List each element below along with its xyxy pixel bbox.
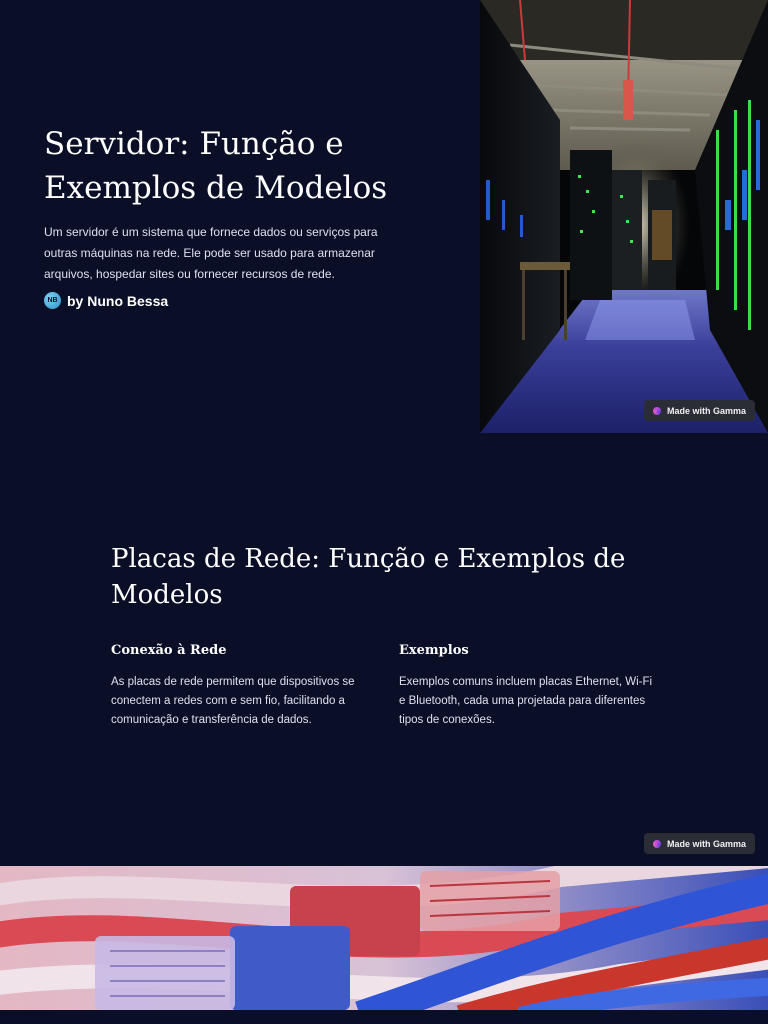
column-conexao [111,641,373,730]
gamma-logo-icon [653,407,661,415]
badge-label: Made with Gamma [667,405,747,416]
author-avatar: NB [44,292,61,309]
made-with-gamma-badge[interactable] [644,400,755,421]
column-heading: Conexão à Rede [111,643,227,658]
author-name: by Nuno Bessa [67,292,169,309]
slide-title: Servidor: Função e Exemplos de Modelos [44,126,388,206]
made-with-gamma-badge[interactable] [644,833,755,854]
gamma-logo-icon [653,840,661,848]
column-heading: Exemplos [399,643,469,658]
column-exemplos [399,641,661,730]
author-byline[interactable] [44,292,168,309]
slide-title: Placas de Rede: Função e Exemplos de Modelos [111,544,626,610]
slide-servidor [0,0,768,433]
network-cables-photo [0,866,768,1010]
badge-label: Made with Gamma [667,838,747,849]
server-room-photo [480,0,768,433]
column-text: Exemplos comuns incluem placas Ethernet, Wi-Fi e Bluetooth, cada uma projetada para diferentes tipos de conexões. [399,676,653,726]
column-text: As placas de rede permitem que dispositivos se conectem a redes com e sem fio, facilitando a comunicação e transferência de dados. [111,676,355,726]
slide-description: Um servidor é um sistema que fornece dados ou serviços para outras máquinas na rede. Ele pode ser usado para armazenar arquivos, hospedar sites ou fornecer recursos de rede. [44,225,378,281]
page-bottom-strip [0,1010,768,1024]
slide-placas-de-rede [0,433,768,866]
